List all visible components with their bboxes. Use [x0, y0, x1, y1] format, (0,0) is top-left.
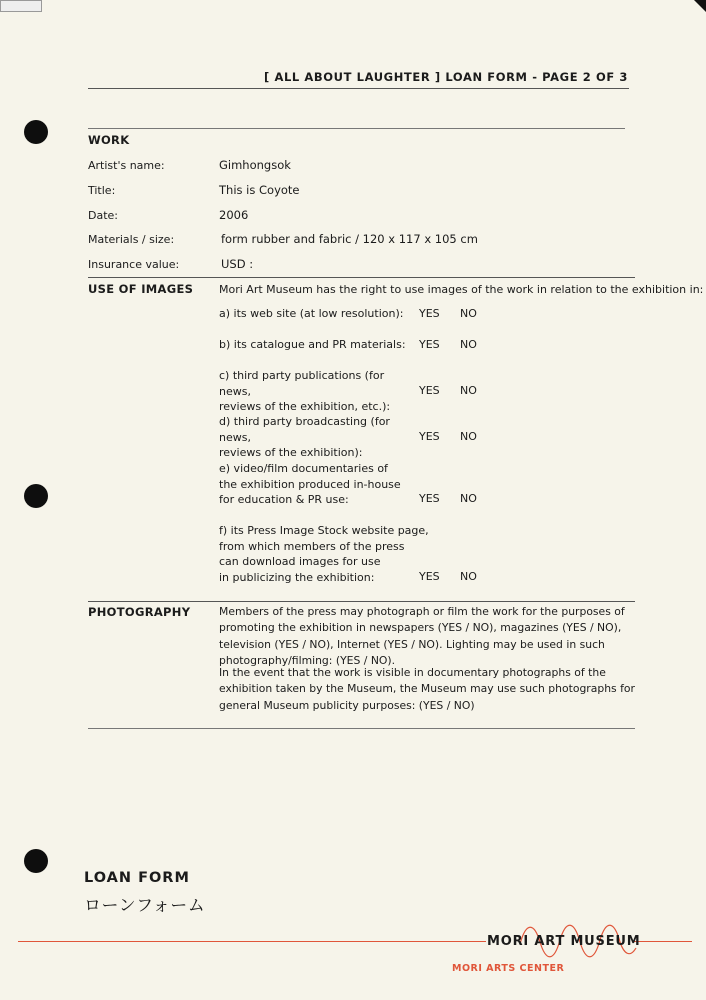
loan-form-title-jp: ローンフォーム	[84, 896, 206, 916]
yes-option[interactable]: YES	[419, 384, 440, 397]
museum-logo-text: MORI ART MUSEUM	[487, 934, 641, 949]
no-option[interactable]: NO	[460, 338, 477, 351]
image-use-item-a: a) its web site (at low resolution):	[219, 307, 404, 320]
section-title-photography: PHOTOGRAPHY	[88, 605, 191, 619]
punch-hole	[24, 849, 48, 873]
section-rule	[88, 128, 625, 129]
image-use-item-e: e) video/film documentaries of the exhibition produced in-house for education & PR use:	[219, 462, 401, 507]
field-value-materials: form rubber and fabric / 120 x 117 x 105 cm	[221, 232, 478, 246]
photography-paragraph-2: In the event that the work is visible in documentary photographs of the exhibition taken by the Museum, the Museum may use such photographs for general Museum publicity purposes: (YES / NO)	[219, 666, 635, 712]
no-option[interactable]: NO	[460, 570, 477, 583]
photography-paragraph-1: Members of the press may photograph or film the work for the purposes of promoting the exhibition in newspapers (YES / NO), magazines (YES / NO), television (YES / NO), Internet (YES / NO). Lighting may be used in such photography/filming: (YES / NO).	[219, 605, 625, 668]
field-value-date: 2006	[219, 208, 249, 222]
section-title-use-of-images: USE OF IMAGES	[88, 282, 194, 296]
field-label: Title:	[88, 184, 116, 197]
section-rule	[88, 601, 635, 602]
scanner-stamp	[0, 0, 42, 12]
corner-mark	[694, 0, 706, 12]
field-label: Artist's name:	[88, 159, 165, 172]
yes-option[interactable]: YES	[419, 492, 440, 505]
yes-option[interactable]: YES	[419, 430, 440, 443]
no-option[interactable]: NO	[460, 307, 477, 320]
yes-option[interactable]: YES	[419, 307, 440, 320]
field-label: Insurance value:	[88, 258, 180, 271]
field-label: Materials / size:	[88, 233, 175, 246]
field-value-title: This is Coyote	[219, 183, 300, 197]
page-header	[264, 70, 628, 84]
section-rule	[88, 277, 635, 278]
form-page-indicator: LOAN FORM - PAGE 2 OF 3	[445, 70, 628, 84]
no-option[interactable]: NO	[460, 384, 477, 397]
yes-option[interactable]: YES	[419, 338, 440, 351]
exhibition-title: [ ALL ABOUT LAUGHTER ]	[264, 70, 441, 84]
image-use-item-b: b) its catalogue and PR materials:	[219, 338, 406, 351]
yes-option[interactable]: YES	[419, 570, 440, 583]
field-value-artist: Gimhongsok	[219, 158, 291, 172]
section-title-work: WORK	[88, 133, 130, 147]
field-label: Date:	[88, 209, 118, 222]
no-option[interactable]: NO	[460, 492, 477, 505]
field-value-insurance: USD :	[221, 257, 254, 271]
no-option[interactable]: NO	[460, 430, 477, 443]
arts-center-text: MORI ARTS CENTER	[452, 963, 565, 974]
image-use-item-d: d) third party broadcasting (for news, reviews of the exhibition):	[219, 415, 390, 460]
section-rule	[88, 728, 635, 729]
punch-hole	[24, 484, 48, 508]
use-of-images-intro: Mori Art Museum has the right to use images of the work in relation to the exhibition in:	[219, 283, 704, 296]
header-rule	[88, 88, 629, 89]
footer-accent-line	[18, 941, 486, 942]
punch-hole	[24, 120, 48, 144]
footer-accent-line	[632, 941, 692, 942]
image-use-item-c: c) third party publications (for news, reviews of the exhibition, etc.):	[219, 369, 391, 414]
loan-form-title-en: LOAN FORM	[84, 870, 190, 886]
image-use-item-f: f) its Press Image Stock website page, from which members of the press can download images for use in publicizing the exhibition:	[219, 524, 429, 584]
